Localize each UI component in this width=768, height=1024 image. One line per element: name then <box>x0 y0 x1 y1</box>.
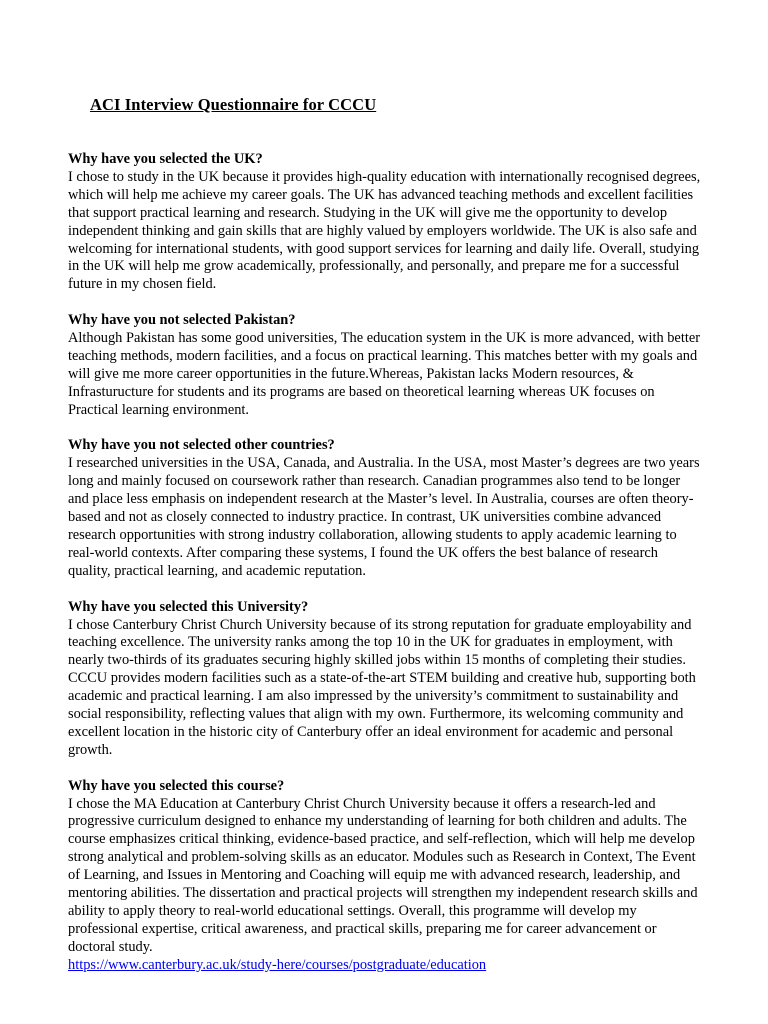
section-why-university <box>68 599 704 760</box>
section-why-uk <box>68 151 704 294</box>
answer-paragraph: I chose Canterbury Christ Church University because of its strong reputation for graduate employability and teaching excellence. The university ranks among the top 10 in the UK for graduates in employment, with nearly two-thirds of its graduates securing highly skilled jobs within 15 months of completing their studies. CCCU provides modern facilities such as a state-of-the-art STEM building and creative hub, supporting both academic and practical learning. I am also impressed by the university’s commitment to sustainability and social responsibility, reflecting values that align with my own. Furthermore, its welcoming community and excellent location in the historic city of Canterbury offer an ideal environment for academic and personal growth. <box>68 616 696 758</box>
course-link[interactable]: https://www.canterbury.ac.uk/study-here/courses/postgraduate/education <box>68 956 487 973</box>
section-why-course <box>68 778 704 975</box>
question-heading: Why have you not selected other countries? <box>68 437 335 454</box>
answer-paragraph: I chose the MA Education at Canterbury Christ Church University because it offers a research-led and progressive curriculum designed to enhance my understanding of learning for both children and adults. The course emphasizes critical thinking, evidence-based practice, and self-reflection, which will help me develop strong analytical and problem-solving skills as an educator. Modules such as Research in Context, The Event of Learning, and Issues in Mentoring and Coaching will equip me with advanced research, leadership, and mentoring abilities. The dissertation and practical projects will strengthen my independent research skills and ability to apply theory to real-world educational settings. Overall, this programme will develop my professional expertise, critical awareness, and practical skills, preparing me for career advancement or doctoral study. <box>68 795 698 955</box>
document-title: ACI Interview Questionnaire for CCCU <box>90 95 377 114</box>
document-body <box>68 151 704 993</box>
question-heading: Why have you selected the UK? <box>68 151 263 167</box>
section-why-not-other-countries <box>68 437 704 580</box>
answer-paragraph: I researched universities in the USA, Canada, and Australia. In the USA, most Master’s degrees are two years long and mainly focused on coursework rather than research. Canadian programmes also tend to be longer and place less emphasis on independent research at the Master’s level. In Australia, courses are often theory-based and not as closely connected to industry practice. In contrast, UK universities combine advanced research opportunities with strong industry collaboration, allowing students to apply academic learning to real-world contexts. After comparing these systems, I found the UK offers the best balance of research quality, practical learning, and academic reputation. <box>68 455 700 579</box>
question-heading: Why have you selected this University? <box>68 598 309 615</box>
answer-paragraph: I chose to study in the UK because it provides high-quality education with internationally recognised degrees, which will help me achieve my career goals. The UK has advanced teaching methods and excellent facilities that support practical learning and research. Studying in the UK will give me the opportunity to develop independent thinking and gain skills that are highly valued by employers worldwide. The UK is also safe and welcoming for international students, with good support services for learning and daily life. Overall, studying in the UK will help me grow academically, professionally, and personally, and prepare me for a successful future in my chosen field. <box>68 168 701 293</box>
section-why-not-pakistan <box>68 312 704 419</box>
answer-paragraph: Although Pakistan has some good universities, The education system in the UK is more advanced, with better teaching methods, modern facilities, and a focus on practical learning. This matches better with my goals and will give me more career opportunities in the future.Whereas, Pakistan lacks Modern resources, & Infrasturucture for students and its programs are based on theoretical learning whereas UK focuses on Practical learning environment. <box>68 330 701 418</box>
question-heading: Why have you not selected Pakistan? <box>68 312 296 329</box>
question-heading: Why have you selected this course? <box>68 777 285 794</box>
